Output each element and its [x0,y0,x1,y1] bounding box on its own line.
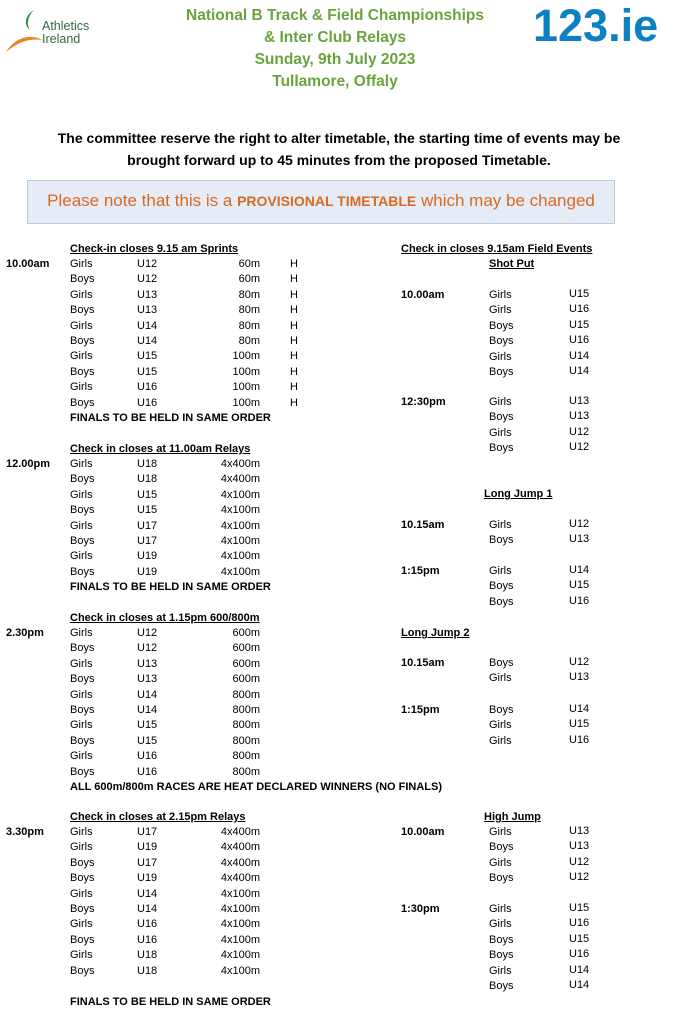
track-event-cell: 4x400m [220,856,260,869]
track-age-cell: U12 [137,273,158,286]
field-gender-cell: Boys [489,366,514,378]
field-gender-cell: Boys [489,411,514,424]
field-age-cell: U16 [569,334,590,347]
track-gender-cell: Girls [70,887,93,900]
track-gender-cell: Boys [70,504,95,517]
track-gender-cell: Boys [70,396,95,409]
track-event-cell: 800m [232,765,260,778]
field-event-title: Shot Put [489,258,535,270]
provisional-bold: PROVISIONAL TIMETABLE [237,193,417,209]
track-event-cell: 800m [232,734,260,747]
track-event-cell: 4x100m [220,903,260,915]
track-event-cell: 4x100m [220,535,260,547]
sponsor-logo: 123.ie [533,0,659,51]
track-event-cell: 800m [232,704,260,716]
track-event-cell: 4x100m [220,918,260,931]
field-gender-cell: Boys [489,319,514,332]
track-age-cell: U17 [137,826,158,838]
track-event-cell: 4x100m [220,488,260,501]
field-gender-cell: Girls [489,734,512,747]
track-heat-cell: H [290,381,298,394]
track-age-cell: U14 [137,335,158,347]
track-heat-cell: H [290,319,298,332]
provisional-post: which may be changed [416,191,595,210]
field-gender-cell: Girls [489,565,512,577]
track-gender-cell: Boys [70,704,95,716]
org-name-line-1: Athletics [42,19,90,33]
track-section-heading: Check in closes at 11.00am Relays [70,443,251,455]
field-age-cell: U12 [569,871,590,884]
field-gender-cell: Boys [489,980,514,992]
field-age-cell: U12 [569,656,590,668]
track-event-cell: 100m [232,396,260,409]
track-gender-cell: Boys [70,734,95,747]
track-section-heading: Check in closes at 2.15pm Relays [70,811,246,823]
track-age-cell: U19 [137,841,158,854]
track-gender-cell: Boys [70,872,95,885]
field-age-cell: U12 [569,425,590,438]
field-event-title: Long Jump 2 [401,627,470,639]
field-gender-cell: Girls [489,903,512,915]
field-group-time: 1:15pm [401,565,440,577]
track-gender-cell: Boys [70,642,95,655]
track-age-cell: U15 [137,365,158,378]
field-group-time: 1:30pm [401,903,440,915]
track-gender-cell: Boys [70,903,95,915]
field-age-cell: U14 [569,963,590,976]
field-gender-cell: Girls [489,719,512,732]
field-gender-cell: Girls [489,396,512,408]
track-age-cell: U15 [137,734,158,747]
track-event-cell: 80m [238,288,260,301]
field-age-cell: U15 [569,288,590,300]
track-event-cell: 100m [232,350,260,363]
field-gender-cell: Boys [489,657,514,669]
track-event-cell: 100m [232,365,260,378]
track-age-cell: U13 [137,657,158,670]
field-group-time: 10.15am [401,657,445,669]
track-gender-cell: Boys [70,304,95,317]
field-gender-cell: Girls [489,304,512,317]
track-event-cell: 800m [232,750,260,763]
track-gender-cell: Boys [70,473,95,486]
field-age-cell: U15 [569,579,590,592]
field-age-cell: U13 [569,840,590,853]
track-gender-cell: Girls [70,826,93,838]
track-age-cell: U18 [137,473,158,486]
field-age-cell: U14 [569,349,590,362]
track-gender-cell: Boys [70,856,95,869]
field-group-time: 10.00am [401,826,445,838]
track-event-cell: 80m [238,319,260,332]
field-age-cell: U13 [569,825,590,837]
field-gender-cell: Boys [489,595,514,608]
track-event-cell: 4x100m [220,565,260,578]
track-section-footer: FINALS TO BE HELD IN SAME ORDER [70,996,271,1008]
track-heat-cell: H [290,273,298,286]
track-gender-cell: Girls [70,627,93,639]
track-gender-cell: Girls [70,381,93,394]
track-section-time: 3.30pm [6,826,44,838]
track-event-cell: 80m [238,304,260,317]
track-age-cell: U15 [137,504,158,517]
field-gender-cell: Girls [489,519,512,531]
track-age-cell: U19 [137,565,158,578]
track-age-cell: U15 [137,719,158,732]
track-section-footer: FINALS TO BE HELD IN SAME ORDER [70,581,271,594]
track-age-cell: U19 [137,872,158,885]
track-gender-cell: Girls [70,657,93,670]
track-age-cell: U16 [137,750,158,763]
field-group-time: 10.00am [401,289,445,301]
field-age-cell: U16 [569,733,590,746]
field-gender-cell: Boys [489,933,514,946]
track-gender-cell: Girls [70,750,93,763]
track-event-cell: 800m [232,688,260,701]
track-age-cell: U17 [137,535,158,547]
track-gender-cell: Girls [70,319,93,332]
field-gender-cell: Boys [489,534,514,547]
track-gender-cell: Boys [70,933,95,946]
track-gender-cell: Girls [70,519,93,532]
field-gender-cell: Girls [489,856,512,869]
track-age-cell: U16 [137,381,158,394]
track-event-cell: 600m [232,627,260,639]
track-section-heading: Check-in closes 9.15 am Sprints [70,243,239,255]
athletics-ireland-logo [4,6,114,58]
track-age-cell: U13 [137,304,158,317]
track-section-heading: Check in closes at 1.15pm 600/800m [70,612,260,624]
track-event-cell: 4x400m [220,473,260,486]
field-group-time: 10.15am [401,519,445,531]
field-gender-cell: Boys [489,335,514,348]
track-event-cell: 800m [232,719,260,732]
track-age-cell: U17 [137,856,158,869]
field-age-cell: U13 [569,410,590,423]
track-age-cell: U18 [137,458,158,470]
track-gender-cell: Boys [70,673,95,686]
field-gender-cell: Girls [489,289,512,301]
track-age-cell: U12 [137,627,158,639]
track-age-cell: U12 [137,258,158,270]
track-event-cell: 4x400m [220,841,260,854]
track-heat-cell: H [290,335,298,347]
provisional-notice [27,180,615,224]
field-age-cell: U13 [569,395,590,407]
track-event-cell: 4x400m [220,872,260,885]
track-heat-cell: H [290,365,298,378]
track-event-cell: 4x400m [220,458,260,470]
track-gender-cell: Girls [70,258,93,270]
field-age-cell: U15 [569,718,590,731]
track-heat-cell: H [290,304,298,317]
title-line-4: Tullamore, Offaly [272,73,398,90]
track-gender-cell: Girls [70,841,93,854]
field-age-cell: U14 [569,979,590,991]
track-event-cell: 4x100m [220,519,260,532]
track-gender-cell: Boys [70,335,95,347]
field-age-cell: U14 [569,564,590,576]
field-gender-cell: Boys [489,841,514,854]
track-gender-cell: Girls [70,688,93,701]
field-gender-cell: Girls [489,918,512,931]
field-age-cell: U16 [569,948,590,961]
track-heat-cell: H [290,396,298,409]
field-age-cell: U12 [569,518,590,530]
field-age-cell: U15 [569,318,590,331]
field-group-time: 12:30pm [401,396,446,408]
track-age-cell: U15 [137,488,158,501]
track-age-cell: U16 [137,933,158,946]
track-age-cell: U15 [137,350,158,363]
track-gender-cell: Girls [70,458,93,470]
track-event-cell: 4x100m [220,933,260,946]
track-event-cell: 600m [232,642,260,655]
track-section-time: 10.00am [6,258,50,270]
committee-note-line-2: brought forward up to 45 minutes from the proposed Timetable. [127,152,551,168]
track-section-time: 12.00pm [6,458,51,470]
track-age-cell: U16 [137,765,158,778]
field-gender-cell: Girls [489,672,512,685]
track-age-cell: U17 [137,519,158,532]
track-event-cell: 4x100m [220,949,260,962]
field-group-time: 1:15pm [401,704,440,716]
field-age-cell: U16 [569,917,590,930]
field-gender-cell: Girls [489,826,512,838]
track-event-cell: 600m [232,673,260,686]
track-age-cell: U14 [137,704,158,716]
title-line-1: National B Track & Field Championships [186,7,484,24]
title-line-2: & Inter Club Relays [263,29,407,46]
track-gender-cell: Girls [70,949,93,962]
field-age-cell: U16 [569,303,590,316]
field-gender-cell: Girls [489,964,512,977]
track-heat-cell: H [290,288,298,301]
track-gender-cell: Girls [70,288,93,301]
field-age-cell: U12 [569,441,590,454]
track-event-cell: 4x100m [220,504,260,517]
field-age-cell: U13 [569,533,590,546]
title-line-3: Sunday, 9th July 2023 [254,51,416,68]
track-age-cell: U13 [137,673,158,686]
page-title [130,5,540,93]
track-gender-cell: Girls [70,918,93,931]
track-age-cell: U16 [137,396,158,409]
track-age-cell: U14 [137,887,158,900]
org-name-line-2: Ireland [42,32,81,46]
track-section-footer: FINALS TO BE HELD IN SAME ORDER [70,412,271,424]
track-age-cell: U19 [137,550,158,563]
field-gender-cell: Girls [489,426,512,439]
track-age-cell: U18 [137,964,158,977]
athletics-ireland-swoosh-icon [4,6,44,58]
track-age-cell: U18 [137,949,158,962]
track-event-cell: 600m [232,657,260,670]
field-age-cell: U14 [569,703,590,715]
track-age-cell: U12 [137,642,158,655]
track-section-time: 2.30pm [6,627,44,639]
track-event-cell: 4x100m [220,964,260,977]
field-event-title: High Jump [484,811,541,823]
field-gender-cell: Boys [489,580,514,593]
track-gender-cell: Girls [70,550,93,563]
track-gender-cell: Boys [70,273,95,286]
track-event-cell: 80m [238,335,260,347]
track-heat-cell: H [290,258,298,270]
track-event-cell: 60m [238,258,260,270]
track-event-cell: 100m [232,381,260,394]
track-gender-cell: Girls [70,350,93,363]
field-gender-cell: Boys [489,872,514,885]
track-age-cell: U14 [137,319,158,332]
field-events-heading: Check in closes 9.15am Field Events [401,243,593,255]
field-age-cell: U15 [569,902,590,914]
track-age-cell: U16 [137,918,158,931]
field-gender-cell: Boys [489,704,514,716]
committee-note [0,127,678,171]
field-gender-cell: Boys [489,949,514,962]
field-gender-cell: Girls [489,350,512,363]
track-section-footer: ALL 600m/800m RACES ARE HEAT DECLARED WINNERS (NO FINALS) [70,781,443,793]
field-age-cell: U12 [569,855,590,868]
track-age-cell: U14 [137,903,158,915]
field-age-cell: U14 [569,365,590,377]
track-heat-cell: H [290,350,298,363]
track-event-cell: 60m [238,273,260,286]
track-gender-cell: Boys [70,365,95,378]
field-gender-cell: Boys [489,442,514,455]
provisional-pre: Please note that this is a [47,191,238,210]
field-age-cell: U16 [569,594,590,607]
track-gender-cell: Boys [70,565,95,578]
track-event-cell: 4x100m [220,550,260,563]
field-age-cell: U15 [569,932,590,945]
track-age-cell: U14 [137,688,158,701]
track-gender-cell: Boys [70,765,95,778]
track-gender-cell: Boys [70,964,95,977]
track-event-cell: 4x400m [220,826,260,838]
field-event-title: Long Jump 1 [484,488,553,500]
committee-note-line-1: The committee reserve the right to alter timetable, the starting time of events may be [57,130,621,146]
track-gender-cell: Girls [70,488,93,501]
track-age-cell: U13 [137,288,158,301]
field-age-cell: U13 [569,671,590,684]
track-gender-cell: Boys [70,535,95,547]
track-gender-cell: Girls [70,719,93,732]
track-event-cell: 4x100m [220,887,260,900]
